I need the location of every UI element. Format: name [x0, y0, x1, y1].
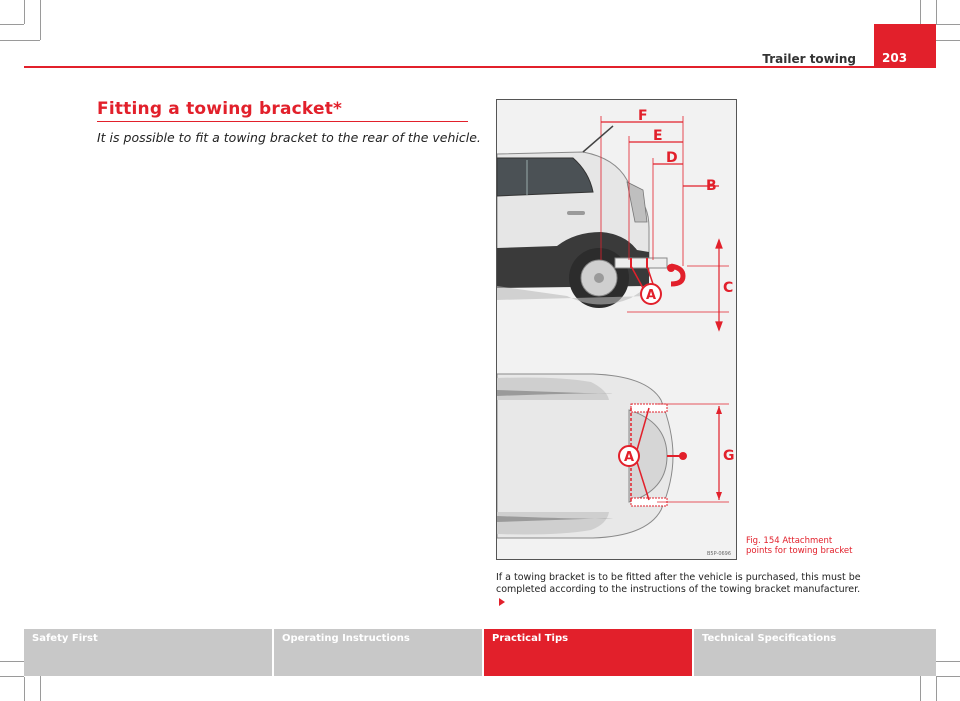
body-line — [496, 584, 868, 608]
car-diagram — [497, 100, 737, 560]
page-heading: Fitting a towing bracket* — [97, 99, 343, 119]
header-rule — [24, 66, 936, 68]
continue-arrow-icon — [499, 598, 505, 606]
figure-code: B5P-0696 — [707, 551, 732, 557]
label-e: E — [653, 128, 663, 144]
footer-tab-label: Technical Specifications — [702, 633, 837, 644]
footer-tab-operating-instructions[interactable] — [274, 629, 482, 676]
caption-line: Fig. 154 Attachment — [746, 536, 833, 546]
intro-text: It is possible to fit a towing bracket to the rear of the vehicle. — [97, 130, 481, 145]
crop-mark — [936, 677, 937, 701]
label-a-side: A — [646, 288, 657, 303]
footer-tab-practical-tips[interactable] — [484, 629, 692, 676]
body-line: If a towing bracket is to be fitted after the vehicle is purchased, this must be — [496, 572, 861, 583]
label-f: F — [638, 108, 648, 124]
label-g: G — [723, 448, 735, 464]
label-a-top: A — [624, 450, 635, 465]
page-number: 203 — [874, 24, 936, 68]
crop-mark — [0, 24, 24, 25]
crop-mark — [0, 40, 40, 41]
footer-tab-label: Practical Tips — [492, 633, 569, 644]
caption-line: points for towing bracket — [746, 546, 853, 556]
label-c: C — [723, 280, 734, 296]
antenna — [583, 126, 613, 152]
footer-tab-label: Safety First — [32, 633, 98, 644]
car-top-view — [497, 374, 729, 538]
figure-caption — [746, 536, 852, 556]
crop-mark — [936, 0, 937, 24]
footer-tab-safety-first[interactable] — [24, 629, 272, 676]
label-d: D — [666, 150, 678, 166]
section-title: Trailer towing — [762, 52, 856, 66]
crop-mark — [24, 677, 25, 701]
crop-mark — [936, 24, 960, 25]
label-b: B — [706, 178, 717, 194]
footer-tab-technical-specifications[interactable] — [694, 629, 936, 676]
crop-mark — [40, 0, 41, 40]
crop-mark — [24, 0, 25, 24]
crop-mark — [936, 676, 960, 677]
heading-rule — [97, 121, 468, 122]
body-line-text: completed according to the instructions of the towing bracket manufacturer. — [496, 584, 861, 595]
body-paragraph — [496, 572, 868, 608]
crop-mark — [0, 676, 24, 677]
footer-tab-label: Operating Instructions — [282, 633, 410, 644]
towing-bracket-figure — [496, 99, 737, 560]
